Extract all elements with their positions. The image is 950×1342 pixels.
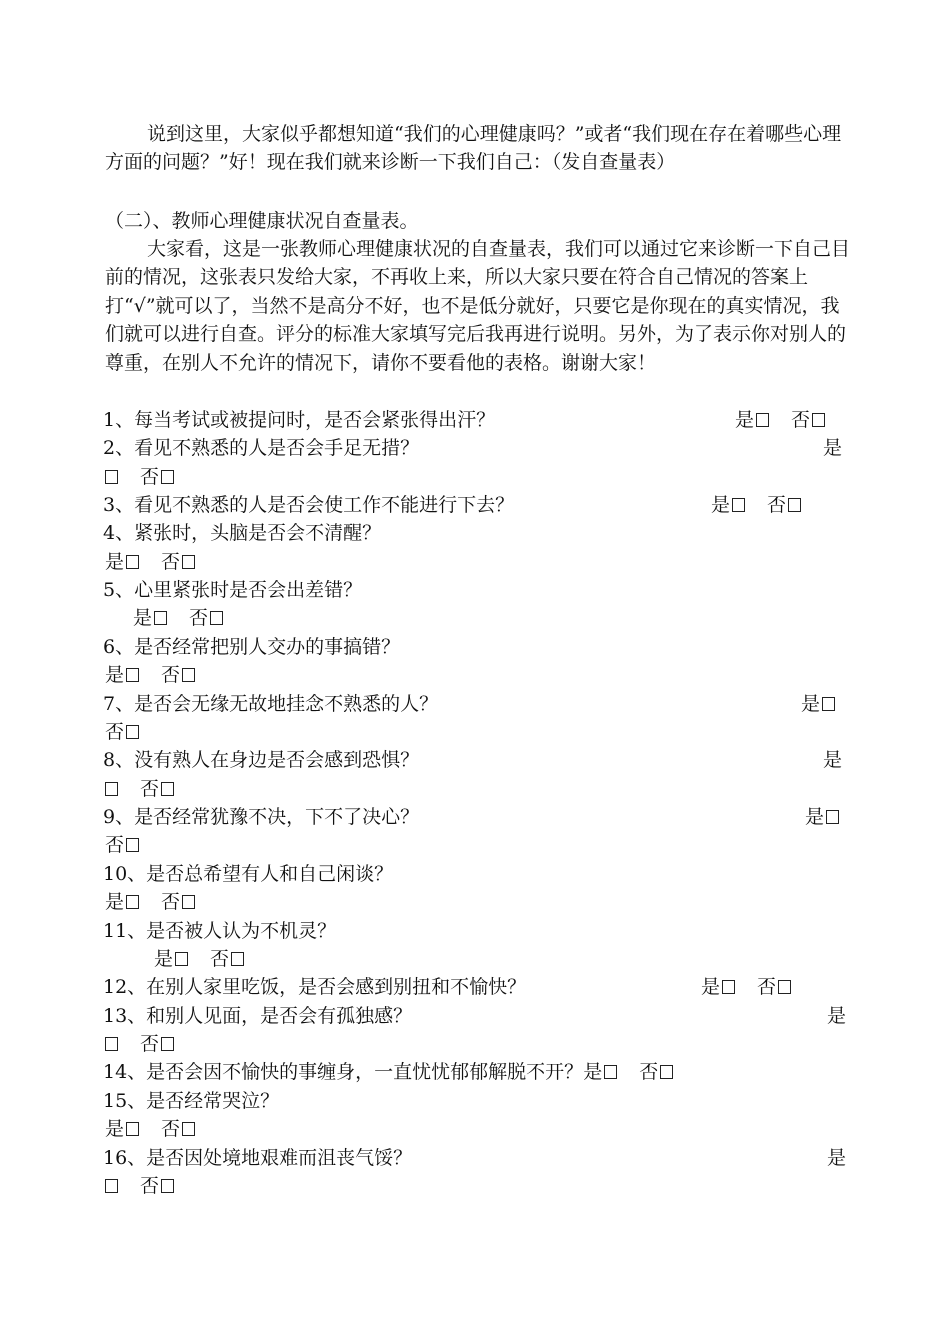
yes-checkbox[interactable] bbox=[822, 697, 835, 711]
no-option[interactable]: 否 bbox=[161, 888, 195, 916]
question-5-answers bbox=[133, 604, 878, 632]
yes-option[interactable]: 是 bbox=[105, 1115, 139, 1143]
no-option[interactable]: 否 bbox=[639, 1058, 673, 1086]
no-option[interactable]: 否 bbox=[105, 831, 139, 859]
question-8 bbox=[103, 746, 848, 774]
intro-paragraph: 说到这里，大家似乎都想知道“我们的心理健康吗？”或者“我们现在存在着哪些心理方面的问题？”好！现在我们就来诊断一下我们自己：（发自查量表） bbox=[105, 123, 842, 174]
no-checkbox[interactable] bbox=[126, 838, 139, 852]
yes-option[interactable]: 是 bbox=[805, 803, 839, 831]
no-option[interactable]: 否 bbox=[791, 406, 825, 434]
no-option[interactable]: 否 bbox=[140, 775, 174, 803]
yes-checkbox[interactable] bbox=[105, 1179, 118, 1193]
yes-option[interactable]: 是 bbox=[801, 690, 835, 718]
no-option[interactable]: 否 bbox=[161, 548, 195, 576]
question-2-answers bbox=[105, 463, 850, 491]
yes-option[interactable]: 是 bbox=[133, 604, 167, 632]
no-checkbox[interactable] bbox=[231, 952, 244, 966]
section-title: （二）、教师心理健康状况自查量表。 bbox=[105, 210, 419, 232]
yes-checkbox[interactable] bbox=[126, 668, 139, 682]
question-text: 9、是否经常犹豫不决，下不了决心？ bbox=[103, 806, 420, 828]
question-text: 5、心里紧张时是否会出差错？ bbox=[103, 579, 363, 601]
question-7-answers bbox=[105, 718, 850, 746]
yes-option[interactable]: 是 bbox=[105, 888, 139, 916]
question-text: 11、是否被人认为不机灵？ bbox=[103, 920, 337, 942]
yes-checkbox[interactable] bbox=[604, 1065, 617, 1079]
yes-option[interactable]: 是 bbox=[105, 661, 139, 689]
question-2 bbox=[103, 434, 848, 462]
question-12 bbox=[103, 973, 848, 1001]
yes-label[interactable]: 是 bbox=[823, 437, 843, 459]
question-text: 14、是否会因不愉快的事缠身，一直忧忧郁郁解脱不开？ bbox=[103, 1061, 584, 1083]
no-checkbox[interactable] bbox=[788, 498, 801, 512]
question-4 bbox=[103, 519, 848, 547]
yes-option[interactable]: 是 bbox=[154, 945, 188, 973]
no-option[interactable]: 否 bbox=[140, 463, 174, 491]
question-16-answers bbox=[105, 1172, 850, 1200]
question-11-answers bbox=[154, 945, 899, 973]
question-text: 2、看见不熟悉的人是否会手足无措？ bbox=[103, 437, 420, 459]
question-13-answers bbox=[105, 1030, 850, 1058]
yes-checkbox[interactable] bbox=[756, 413, 769, 427]
yes-option[interactable]: 是 bbox=[105, 548, 139, 576]
yes-label[interactable]: 是 bbox=[823, 749, 843, 771]
yes-option[interactable]: 是 bbox=[711, 491, 745, 519]
question-text: 7、是否会无缘无故地挂念不熟悉的人？ bbox=[103, 693, 439, 715]
question-10-answers bbox=[105, 888, 850, 916]
no-option[interactable]: 否 bbox=[767, 491, 801, 519]
no-checkbox[interactable] bbox=[182, 895, 195, 909]
no-checkbox[interactable] bbox=[126, 725, 139, 739]
no-checkbox[interactable] bbox=[778, 980, 791, 994]
no-checkbox[interactable] bbox=[161, 782, 174, 796]
yes-label[interactable]: 是 bbox=[827, 1147, 847, 1169]
question-15 bbox=[103, 1087, 848, 1115]
no-checkbox[interactable] bbox=[812, 413, 825, 427]
no-option[interactable]: 否 bbox=[189, 604, 223, 632]
no-option[interactable]: 否 bbox=[105, 718, 139, 746]
question-9 bbox=[103, 803, 848, 831]
question-text: 15、是否经常哭泣？ bbox=[103, 1090, 280, 1112]
question-text: 12、在别人家里吃饭，是否会感到别扭和不愉快？ bbox=[103, 976, 527, 998]
question-text: 6、是否经常把别人交办的事搞错？ bbox=[103, 636, 401, 658]
question-text: 13、和别人见面，是否会有孤独感？ bbox=[103, 1005, 413, 1027]
no-checkbox[interactable] bbox=[182, 668, 195, 682]
no-checkbox[interactable] bbox=[161, 1179, 174, 1193]
no-option[interactable]: 否 bbox=[757, 973, 791, 1001]
question-text: 3、看见不熟悉的人是否会使工作不能进行下去？ bbox=[103, 494, 515, 516]
question-11 bbox=[103, 917, 848, 945]
question-7 bbox=[103, 690, 848, 718]
question-10 bbox=[103, 860, 848, 888]
no-option[interactable]: 否 bbox=[140, 1030, 174, 1058]
yes-checkbox[interactable] bbox=[175, 952, 188, 966]
no-option[interactable]: 否 bbox=[210, 945, 244, 973]
yes-option[interactable]: 是 bbox=[735, 406, 769, 434]
question-text: 10、是否总希望有人和自己闲谈？ bbox=[103, 863, 394, 885]
no-checkbox[interactable] bbox=[182, 1122, 195, 1136]
question-4-answers bbox=[105, 548, 850, 576]
question-text: 16、是否因处境地艰难而沮丧气馁？ bbox=[103, 1147, 413, 1169]
question-6-answers bbox=[105, 661, 850, 689]
question-6 bbox=[103, 633, 848, 661]
question-3 bbox=[103, 491, 848, 519]
no-checkbox[interactable] bbox=[210, 611, 223, 625]
question-text: 8、没有熟人在身边是否会感到恐惧？ bbox=[103, 749, 420, 771]
instructions-paragraph: 大家看，这是一张教师心理健康状况的自查量表，我们可以通过它来诊断一下自己目前的情况，这张表只发给大家，不再收上来，所以大家只要在符合自己情况的答案上打“√”就可以了，当然不是高分不好，也不是低分就好，只要它是你现在的真实情况，我们就可以进行自查。评分的标准大家填写完后我再进行说明。另外，为了表示你对别人的尊重，在别人不允许的情况下，请你不要看他的表格。谢谢大家！ bbox=[105, 238, 851, 374]
yes-checkbox[interactable] bbox=[732, 498, 745, 512]
question-5 bbox=[103, 576, 848, 604]
yes-checkbox[interactable] bbox=[126, 895, 139, 909]
yes-checkbox[interactable] bbox=[105, 470, 118, 484]
yes-option[interactable]: 是 bbox=[701, 973, 735, 1001]
question-14 bbox=[103, 1058, 848, 1086]
question-text: 1、每当考试或被提问时，是否会紧张得出汗？ bbox=[103, 409, 496, 431]
yes-checkbox[interactable] bbox=[826, 810, 839, 824]
no-option[interactable]: 否 bbox=[161, 1115, 195, 1143]
question-9-answers bbox=[105, 831, 850, 859]
yes-checkbox[interactable] bbox=[105, 782, 118, 796]
yes-option[interactable]: 是 bbox=[583, 1058, 617, 1086]
yes-checkbox[interactable] bbox=[126, 555, 139, 569]
question-text: 4、紧张时，头脑是否会不清醒？ bbox=[103, 522, 382, 544]
yes-checkbox[interactable] bbox=[722, 980, 735, 994]
question-15-answers bbox=[105, 1115, 850, 1143]
question-13 bbox=[103, 1002, 848, 1030]
yes-checkbox[interactable] bbox=[105, 1037, 118, 1051]
no-checkbox[interactable] bbox=[660, 1065, 673, 1079]
question-1 bbox=[103, 406, 848, 434]
question-8-answers bbox=[105, 775, 850, 803]
no-checkbox[interactable] bbox=[182, 555, 195, 569]
question-16 bbox=[103, 1144, 848, 1172]
yes-checkbox[interactable] bbox=[154, 611, 167, 625]
no-checkbox[interactable] bbox=[161, 470, 174, 484]
yes-checkbox[interactable] bbox=[126, 1122, 139, 1136]
yes-label[interactable]: 是 bbox=[827, 1005, 847, 1027]
no-checkbox[interactable] bbox=[161, 1037, 174, 1051]
no-option[interactable]: 否 bbox=[140, 1172, 174, 1200]
no-option[interactable]: 否 bbox=[161, 661, 195, 689]
